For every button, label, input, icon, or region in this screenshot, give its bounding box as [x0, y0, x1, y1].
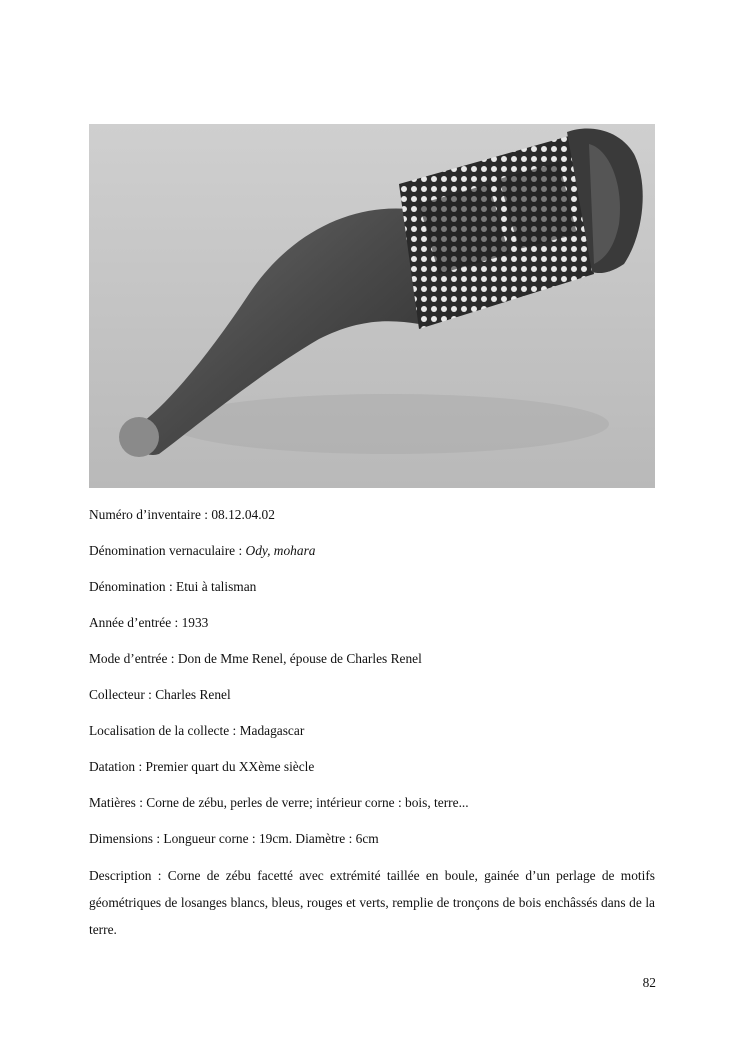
- field-label: Datation :: [89, 759, 146, 774]
- beaded-horn-photo-icon: [89, 124, 655, 488]
- field-denomination: [89, 578, 655, 596]
- object-photo: [89, 124, 655, 488]
- field-value: Charles Renel: [155, 687, 231, 702]
- field-matieres: [89, 794, 655, 812]
- field-inventaire: [89, 506, 655, 524]
- field-vernaculaire: [89, 542, 655, 560]
- field-label: Dénomination :: [89, 579, 177, 594]
- field-value: Corne de zébu, perles de verre; intérieur corne : bois, terre...: [146, 795, 469, 810]
- field-value: Etui à talisman: [176, 579, 257, 594]
- field-description: [89, 862, 655, 943]
- field-label: Matières :: [89, 795, 147, 810]
- field-mode: [89, 650, 655, 668]
- field-collecteur: [89, 686, 655, 704]
- field-value: Corne de zébu facetté avec extrémité taillée en boule, gainée d’un perlage de motifs géométriques de losanges blancs, bleus, rouges et verts, remplie de tronçons de bois enchâssés dans de la terre.: [89, 868, 656, 937]
- field-label: Dénomination vernaculaire :: [89, 543, 246, 558]
- field-value: Don de Mme Renel, épouse de Charles Renel: [177, 651, 422, 666]
- field-label: Localisation de la collecte :: [89, 723, 240, 738]
- field-label: Dimensions :: [89, 831, 164, 846]
- field-annee: [89, 614, 655, 632]
- field-label: Collecteur :: [89, 687, 156, 702]
- field-label: Numéro d’inventaire :: [89, 507, 212, 522]
- field-label: Description :: [89, 868, 168, 883]
- catalogue-fields: [89, 506, 655, 961]
- field-localisation: [89, 722, 655, 740]
- field-value: Madagascar: [239, 723, 305, 738]
- field-label: Mode d’entrée :: [89, 651, 178, 666]
- field-value: 1933: [181, 615, 209, 630]
- field-value: Ody, mohara: [245, 543, 316, 558]
- field-dimensions: [89, 830, 655, 848]
- field-label: Année d’entrée :: [89, 615, 182, 630]
- page-number: 82: [642, 975, 656, 990]
- field-datation: [89, 758, 655, 776]
- field-value: Premier quart du XXème siècle: [145, 759, 315, 774]
- field-value: Longueur corne : 19cm. Diamètre : 6cm: [163, 831, 379, 846]
- field-value: 08.12.04.02: [211, 507, 275, 522]
